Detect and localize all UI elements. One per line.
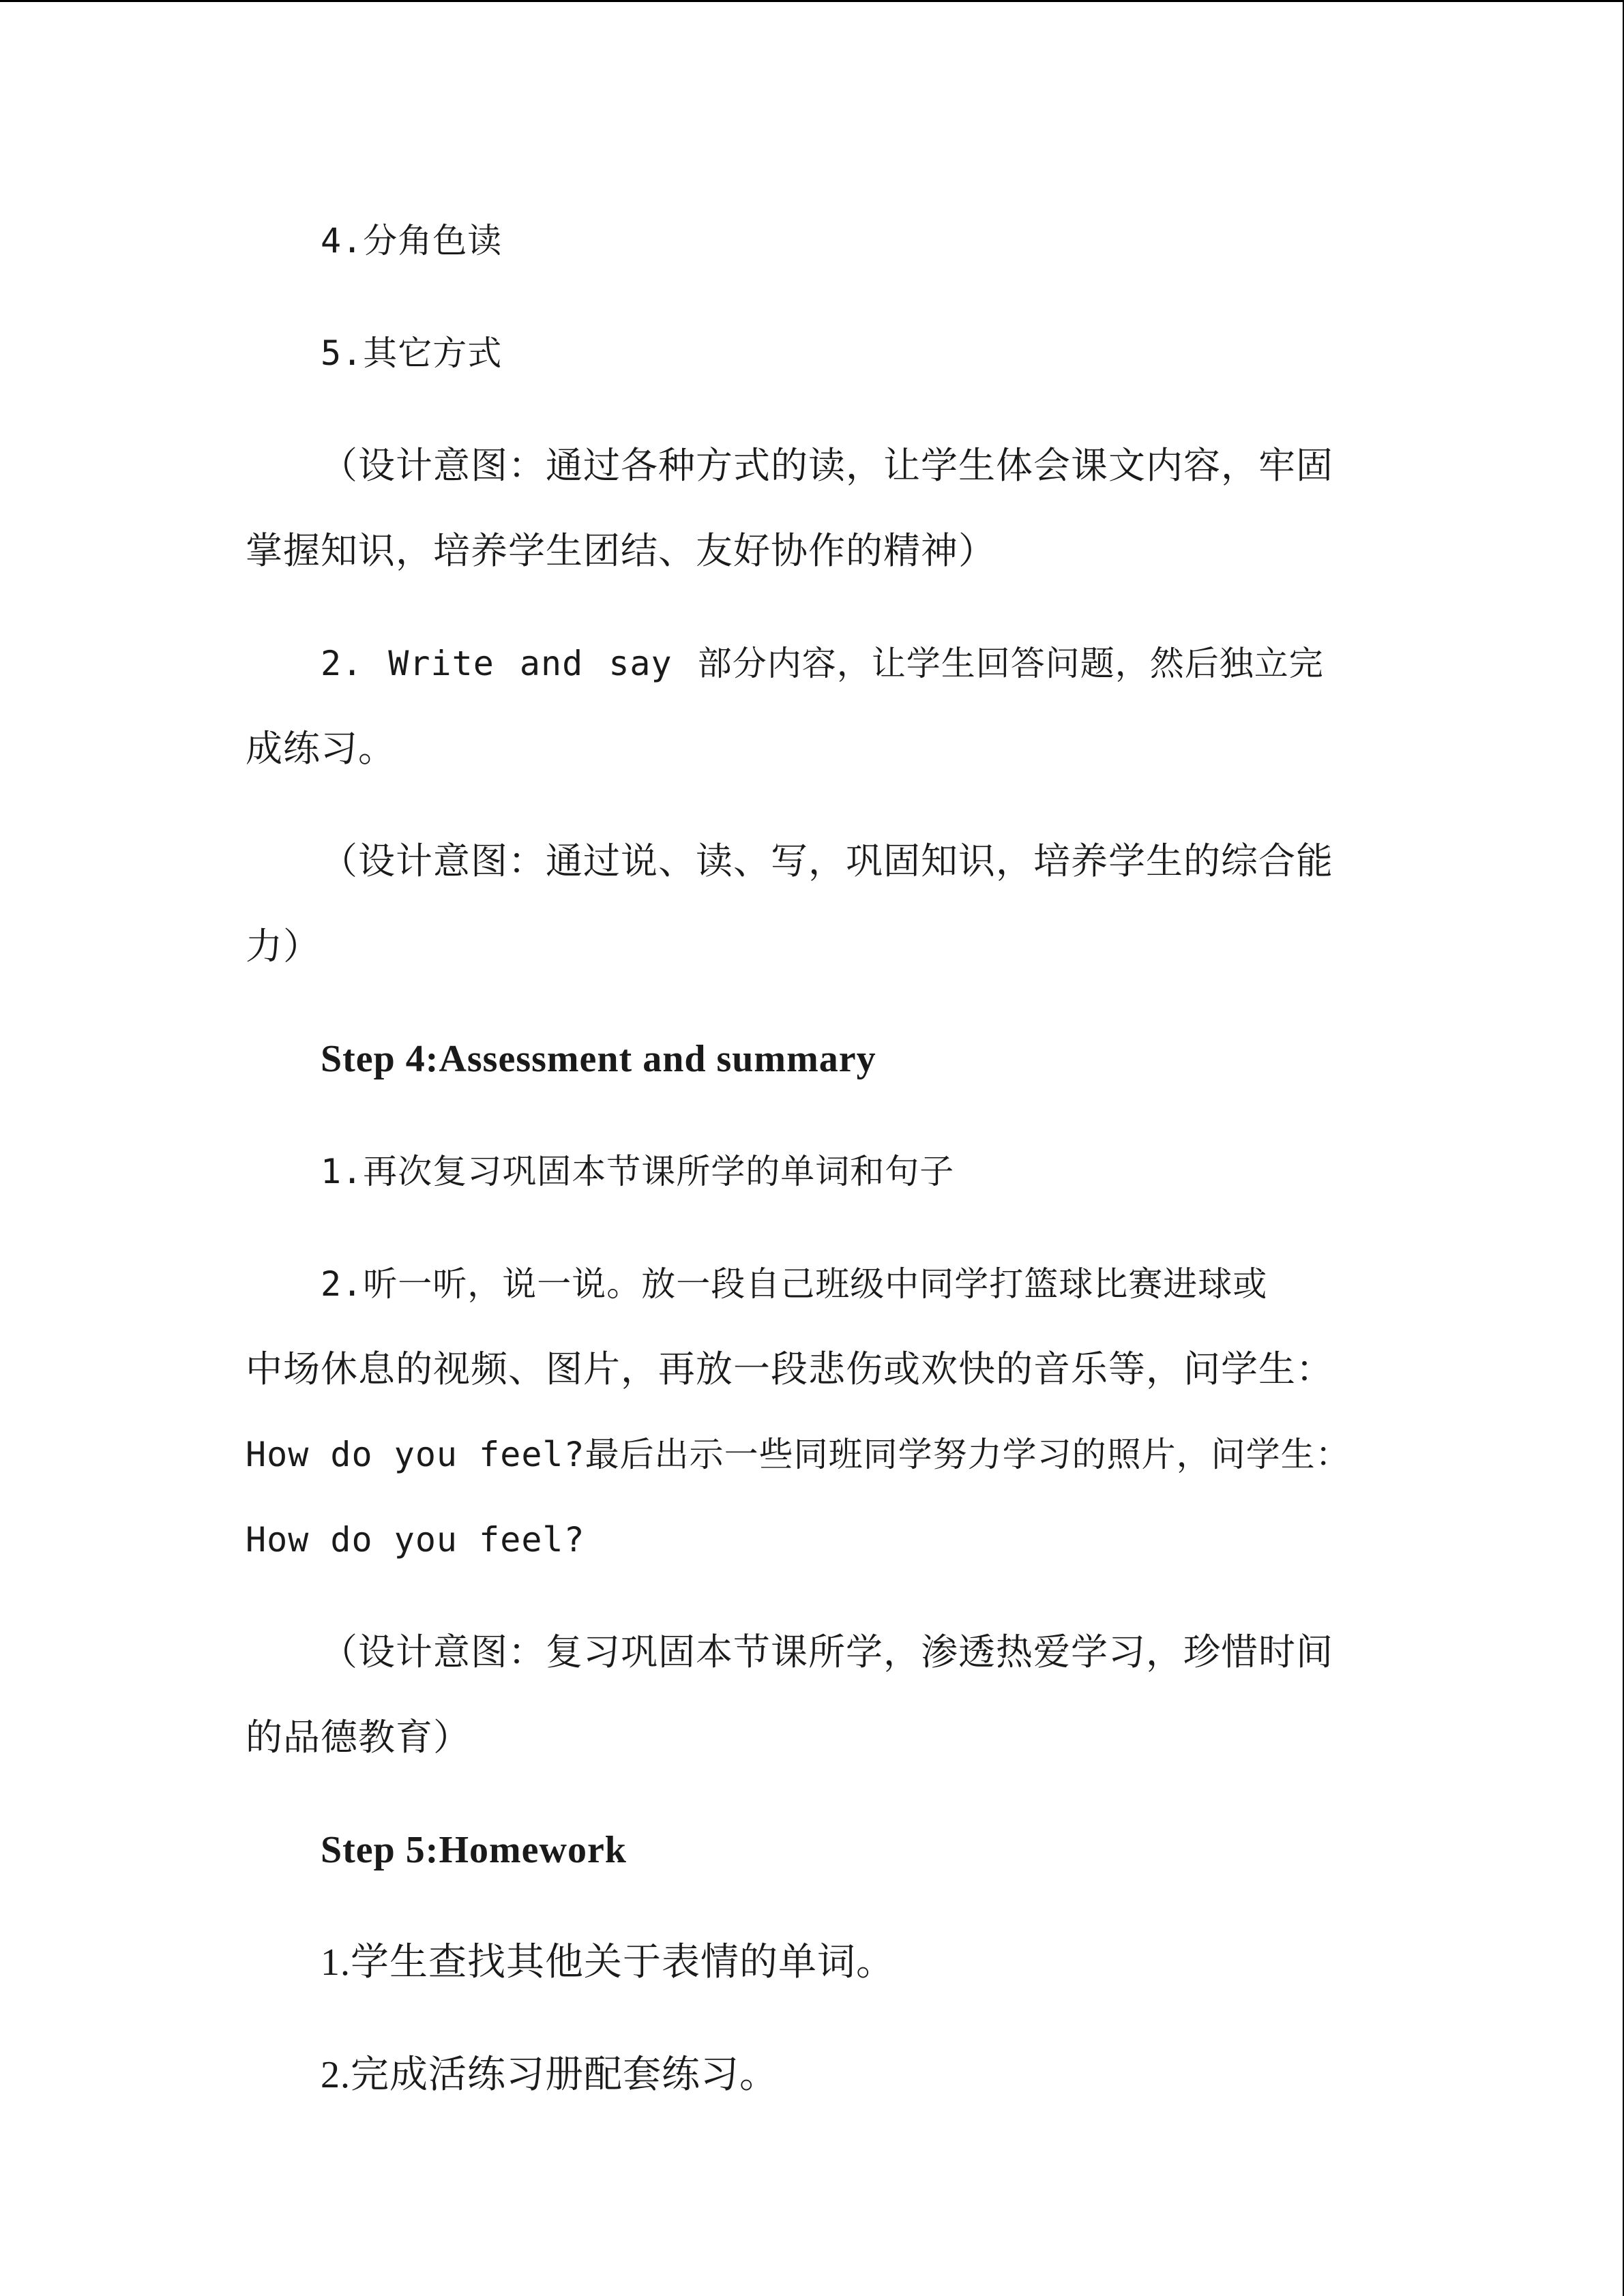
write-and-say-line-1: 2. Write and say 部分内容，让学生回答问题，然后独立完 (321, 644, 1324, 683)
design-intent-paragraph-2-line-1: （设计意图：通过说、读、写，巩固知识，培养学生的综合能 (321, 839, 1333, 882)
design-intent-paragraph-2-line-2: 力） (246, 925, 321, 968)
step-4-item-2-line-2: 中场休息的视频、图片，再放一段悲伤或欢快的音乐等，问学生： (246, 1347, 1333, 1390)
design-intent-paragraph-3-line-2: 的品德教育） (246, 1716, 471, 1759)
step-4-item-2-line-1: 2.听一听，说一说。放一段自己班级中同学打篮球比赛进球或 (321, 1264, 1268, 1304)
design-intent-paragraph-1-line-1: （设计意图：通过各种方式的读，让学生体会课文内容，牢固 (321, 444, 1333, 487)
step-4-item-2-line-4: How do you feel? (246, 1520, 585, 1560)
step-5-item-2: 2.完成活练习册配套练习。 (321, 2054, 778, 2096)
step-5-item-1: 1.学生查找其他关于表情的单词。 (321, 1941, 895, 1984)
write-and-say-line-2: 成练习。 (246, 727, 396, 770)
list-item-other-methods: 5.其它方式 (321, 333, 503, 373)
design-intent-paragraph-1-line-2: 掌握知识，培养学生团结、友好协作的精神） (246, 529, 996, 572)
step-4-item-1: 1.再次复习巩固本节课所学的单词和句子 (321, 1152, 955, 1191)
step-5-heading: Step 5:Homework (321, 1829, 627, 1871)
step-4-item-2-line-3: How do you feel?最后出示一些同班同学努力学习的照片，问学生： (246, 1435, 1350, 1474)
list-item-role-reading: 4.分角色读 (321, 221, 503, 260)
design-intent-paragraph-3-line-1: （设计意图：复习巩固本节课所学，渗透热爱学习，珍惜时间 (321, 1630, 1333, 1673)
step-4-heading: Step 4:Assessment and summary (321, 1038, 876, 1080)
